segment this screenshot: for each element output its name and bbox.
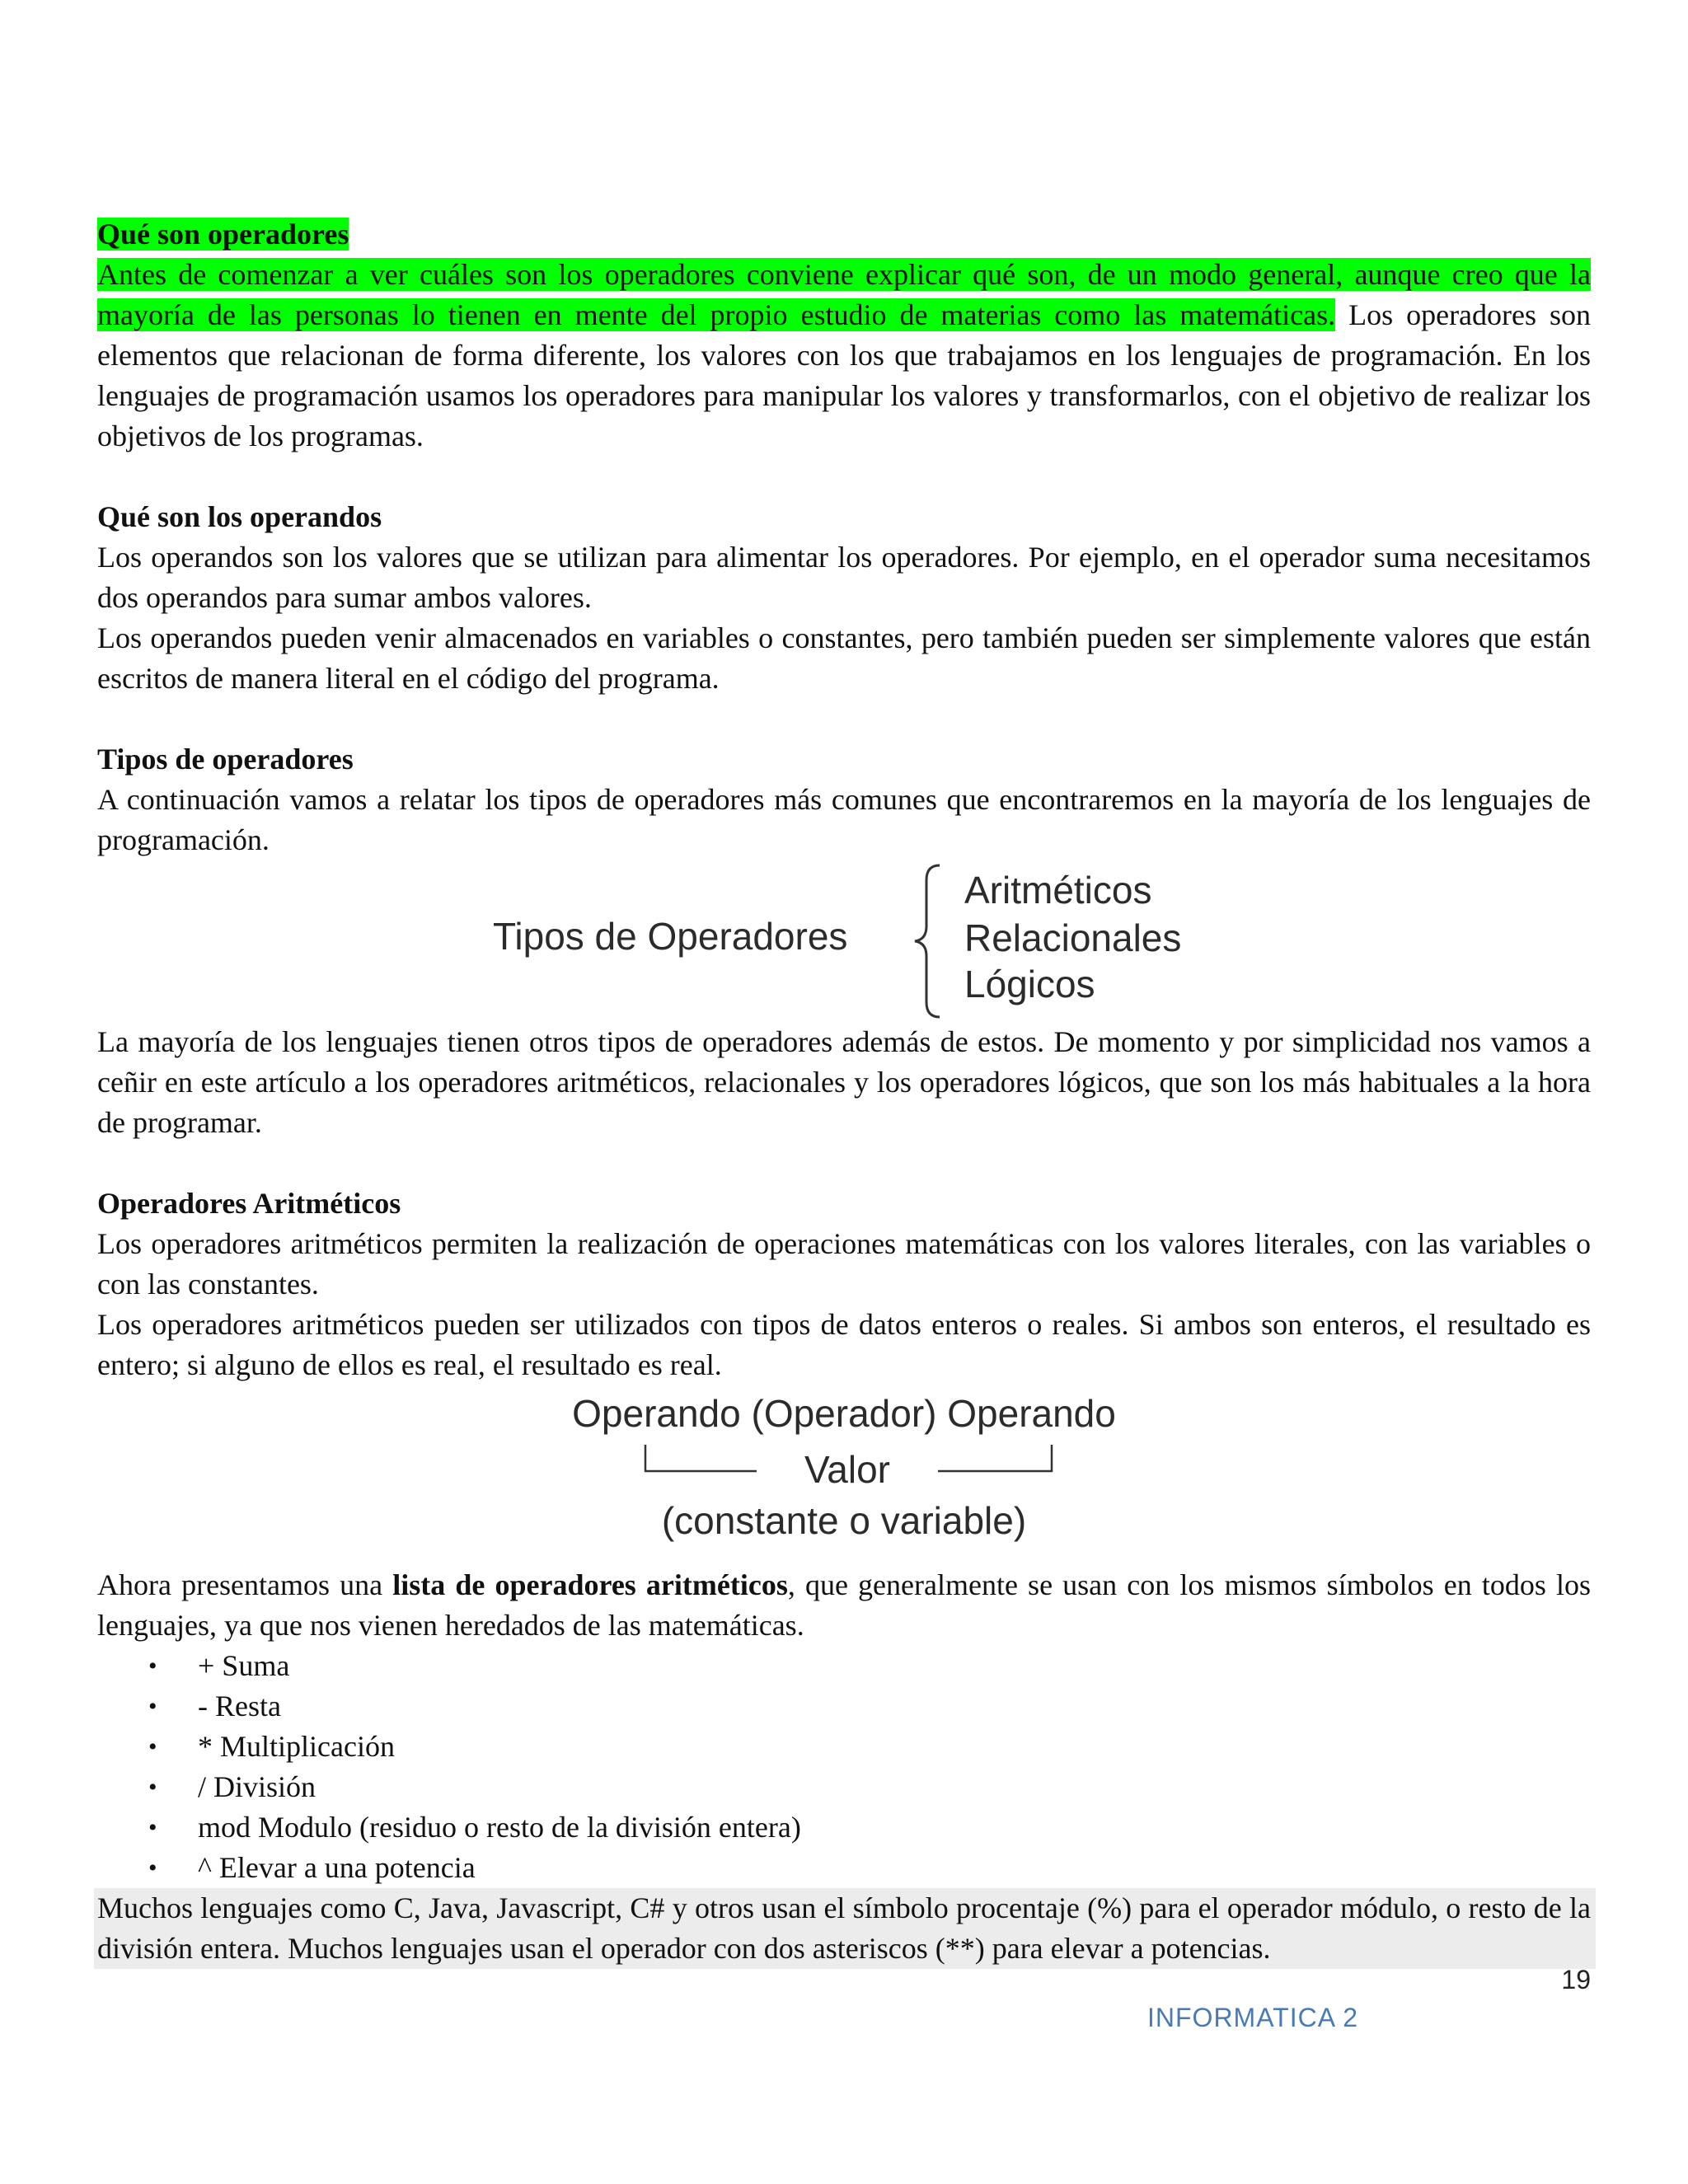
paragraph-tipos-2: La mayoría de los lenguajes tienen otros tipos de operadores además de estos. De momento y por simplicidad nos vamos a ceñir en este artículo a los operadores aritméticos, relacionales y los operadores lógicos, que son los más habituales a la hora de programar. bbox=[97, 1025, 1591, 1139]
list-item: • mod Modulo (residuo o resto de la división entera) bbox=[97, 1807, 1591, 1848]
bullet-icon: • bbox=[148, 1693, 157, 1720]
highlighted-text: Antes de comenzar a ver cuáles son los operadores conviene explicar qué son, de un modo general, aunque creo que la mayoría de las personas lo tienen en mente del propio estudio de materias como las matemáticas. bbox=[97, 258, 1591, 331]
paragraph-operandos-1: Los operandos son los valores que se utilizan para alimentar los operadores. Por ejemplo, en el operador suma necesitamos dos operandos para sumar ambos valores. bbox=[97, 541, 1591, 614]
bullet-icon: • bbox=[148, 1733, 157, 1760]
diagram-label: Tipos de Operadores bbox=[493, 915, 848, 958]
diagram-item-logicos: Lógicos bbox=[964, 963, 1095, 1005]
paragraph-aritmeticos-2: Los operadores aritméticos pueden ser utilizados con tipos de datos enteros o reales. Si ambos son enteros, el resultado es entero; si alguno de ellos es real, el resultado es real. bbox=[97, 1308, 1591, 1381]
list-item: • * Multiplicación bbox=[97, 1727, 1591, 1767]
expresion-line-2: Valor bbox=[804, 1448, 890, 1491]
footer-label: INFORMATICA 2 bbox=[1147, 2003, 1358, 2032]
paragraph-aritmeticos-1: Los operadores aritméticos permiten la realización de operaciones matemáticas con los valores literales, con las variables o con las constantes. bbox=[97, 1227, 1591, 1301]
expresion-line-3: (constante o variable) bbox=[661, 1499, 1027, 1542]
page-number: 19 bbox=[1561, 1965, 1591, 1994]
heading-que-son-operadores: Qué son operadores bbox=[97, 218, 349, 251]
expresion-line-1: Operando (Operador) Operando bbox=[572, 1392, 1116, 1435]
bullet-icon: • bbox=[148, 1854, 157, 1882]
paragraph-operandos-2: Los operandos pueden venir almacenados en variables o constantes, pero también pueden ser simplemente valores que están escritos de manera literal en el código del programa. bbox=[97, 621, 1591, 695]
list-item: • - Resta bbox=[97, 1686, 1591, 1727]
figure-tipos-de-operadores bbox=[97, 860, 1591, 1022]
left-bracket-icon bbox=[645, 1445, 757, 1471]
heading-tipos-de-operadores: Tipos de operadores bbox=[97, 743, 354, 776]
right-bracket-icon bbox=[938, 1445, 1052, 1471]
expresion-diagram bbox=[97, 1385, 1591, 1565]
paragraph-tipos-1: A continuación vamos a relatar los tipos de operadores más comunes que encontraremos en la mayoría de los lenguajes de programación. bbox=[97, 783, 1591, 856]
bullet-icon: • bbox=[148, 1814, 157, 1841]
list-item: • + Suma bbox=[97, 1646, 1591, 1686]
list-item: • / División bbox=[97, 1767, 1591, 1807]
paragraph-lista-intro: Ahora presentamos una lista de operadores aritméticos, que generalmente se usan con los mismos símbolos en todos los lenguajes, ya que nos vienen heredados de las matemáticas. bbox=[97, 1568, 1592, 1642]
tipos-diagram bbox=[97, 860, 1591, 1022]
operator-list bbox=[97, 1646, 1591, 1888]
paragraph-operadores bbox=[97, 255, 1591, 457]
diagram-item-aritmeticos: Aritméticos bbox=[964, 869, 1152, 912]
list-item: • ^ Elevar a una potencia bbox=[97, 1848, 1591, 1888]
bullet-icon: • bbox=[148, 1774, 157, 1801]
figure-expresion bbox=[97, 1385, 1591, 1565]
heading-operadores-aritmeticos: Operadores Aritméticos bbox=[97, 1187, 401, 1220]
document-body bbox=[97, 214, 1591, 1969]
paragraph-text: Los operadores son elementos que relacionan de forma diferente, los valores con los que trabajamos en los lenguajes de programación. En los lenguajes de programación usamos los operadores para manipular los valores y transformarlos, con el objetivo de realizar los objetivos de los programas. bbox=[97, 298, 1591, 452]
curly-brace-icon bbox=[915, 865, 940, 1017]
diagram-item-relacionales: Relacionales bbox=[964, 916, 1182, 959]
heading-que-son-operandos: Qué son los operandos bbox=[97, 500, 382, 533]
bullet-icon: • bbox=[148, 1652, 157, 1680]
paragraph-note: Muchos lenguajes como C, Java, Javascript, C# y otros usan el símbolo procentaje (%) para el operador módulo, o resto de la división entera. Muchos lenguajes usan el operador con dos asteriscos (**) para elevar a potencias. bbox=[94, 1888, 1596, 1969]
